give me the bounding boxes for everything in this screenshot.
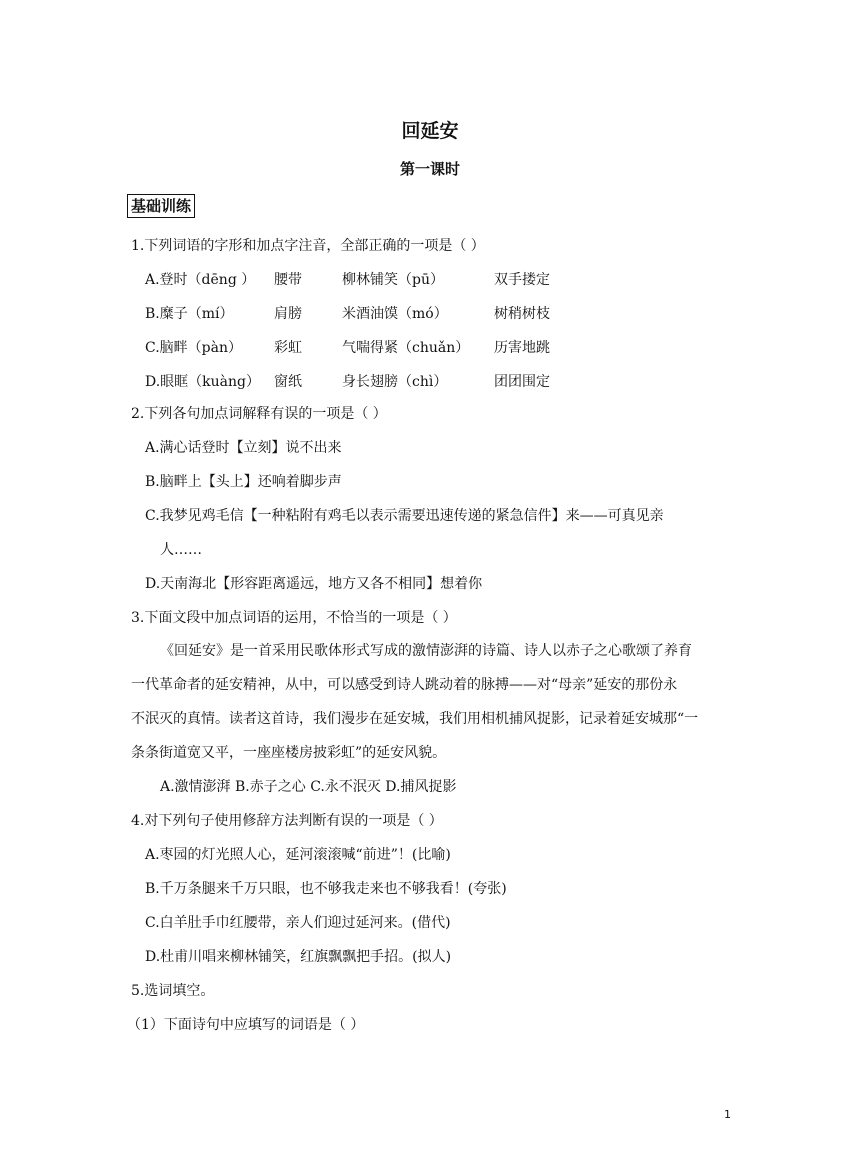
- q4-option-a: A.枣园的灯光照人心，延河滚滚喊“前进”！(比喻): [145, 847, 451, 863]
- q1-option-cell: 双手搂定: [494, 272, 550, 288]
- q1-option-cell: 气喘得紧（chuǎn）: [342, 340, 470, 356]
- page-subtitle: 第一课时: [399, 160, 460, 178]
- q2-stem: 2.下列各句加点词解释有误的一项是（ ）: [131, 406, 387, 422]
- q5-sub1: （1）下面诗句中应填写的词语是（ ）: [127, 1017, 365, 1033]
- q1-option-cell: C.脑畔（pàn）: [145, 340, 242, 356]
- q3-passage-line-4: 条条街道宽又平，一座座楼房披彩虹”的延安风貌。: [131, 745, 447, 761]
- q1-option-cell: 柳林铺笑（pū）: [342, 272, 444, 288]
- q3-passage-line-3: 不泯灭的真情。读者这首诗，我们漫步在延安城，我们用相机捕风捉影，记录着延安城那“一: [131, 711, 699, 727]
- q1-option-cell: D.眼眶（kuàng）: [145, 374, 261, 390]
- q1-option-cell: 历害地跳: [494, 340, 550, 356]
- q1-option-cell: 腰带: [274, 272, 302, 288]
- q1-option-cell: 树稍树枝: [494, 306, 550, 322]
- section-heading: 基础训练: [127, 194, 195, 218]
- q2-option-c: C.我梦见鸡毛信【一种粘附有鸡毛以表示需要迅速传递的紧急信件】来——可真见亲: [145, 508, 664, 524]
- q1-option-cell: 团团围定: [494, 374, 550, 390]
- q1-option-cell: 窗纸: [274, 374, 302, 390]
- q3-passage-line-2: 一代革命者的延安精神，从中，可以感受到诗人跳动着的脉搏——对“母亲”延安的那份永: [131, 677, 678, 693]
- q4-stem: 4.对下列句子使用修辞方法判断有误的一项是（ ）: [131, 813, 443, 829]
- q2-option-a: A.满心话登时【立刻】说不出来: [145, 440, 342, 456]
- q3-passage-line-1: 《回延安》是一首采用民歌体形式写成的激情澎湃的诗篇、诗人以赤子之心歌颂了养育: [160, 643, 692, 659]
- q4-option-d: D.杜甫川唱来柳林铺笑，红旗飘飘把手招。(拟人): [145, 949, 452, 965]
- q1-option-cell: 身长翅膀（chì）: [342, 374, 448, 390]
- q2-option-b: B.脑畔上【头上】还响着脚步声: [145, 474, 342, 490]
- page-title: 回延安: [401, 120, 459, 142]
- page-number: 1: [724, 1108, 731, 1121]
- q1-option-cell: 肩膀: [274, 306, 302, 322]
- q4-option-b: B.千万条腿来千万只眼，也不够我走来也不够我看！(夸张): [145, 881, 507, 897]
- q4-option-c: C.白羊肚手巾红腰带，亲人们迎过延河来。(借代): [145, 915, 451, 931]
- q1-option-cell: A.登时（dēng ）: [145, 272, 256, 288]
- q5-stem: 5.选词填空。: [131, 983, 215, 999]
- q2-option-d: D.天南海北【形容距离遥远，地方又各不相同】想着你: [145, 576, 483, 592]
- q1-option-cell: B.糜子（mí）: [145, 306, 234, 322]
- q1-option-cell: 彩虹: [274, 340, 302, 356]
- q2-option-c-cont: 人……: [160, 542, 202, 558]
- q1-option-cell: 米酒油馍（mó）: [342, 306, 448, 322]
- q3-stem: 3.下面文段中加点词语的运用，不恰当的一项是（ ）: [131, 610, 457, 626]
- q1-stem: 1.下列词语的字形和加点字注音，全部正确的一项是（ ）: [131, 238, 485, 254]
- q3-options: A.激情澎湃 B.赤子之心 C.永不泯灭 D.捕风捉影: [160, 779, 457, 795]
